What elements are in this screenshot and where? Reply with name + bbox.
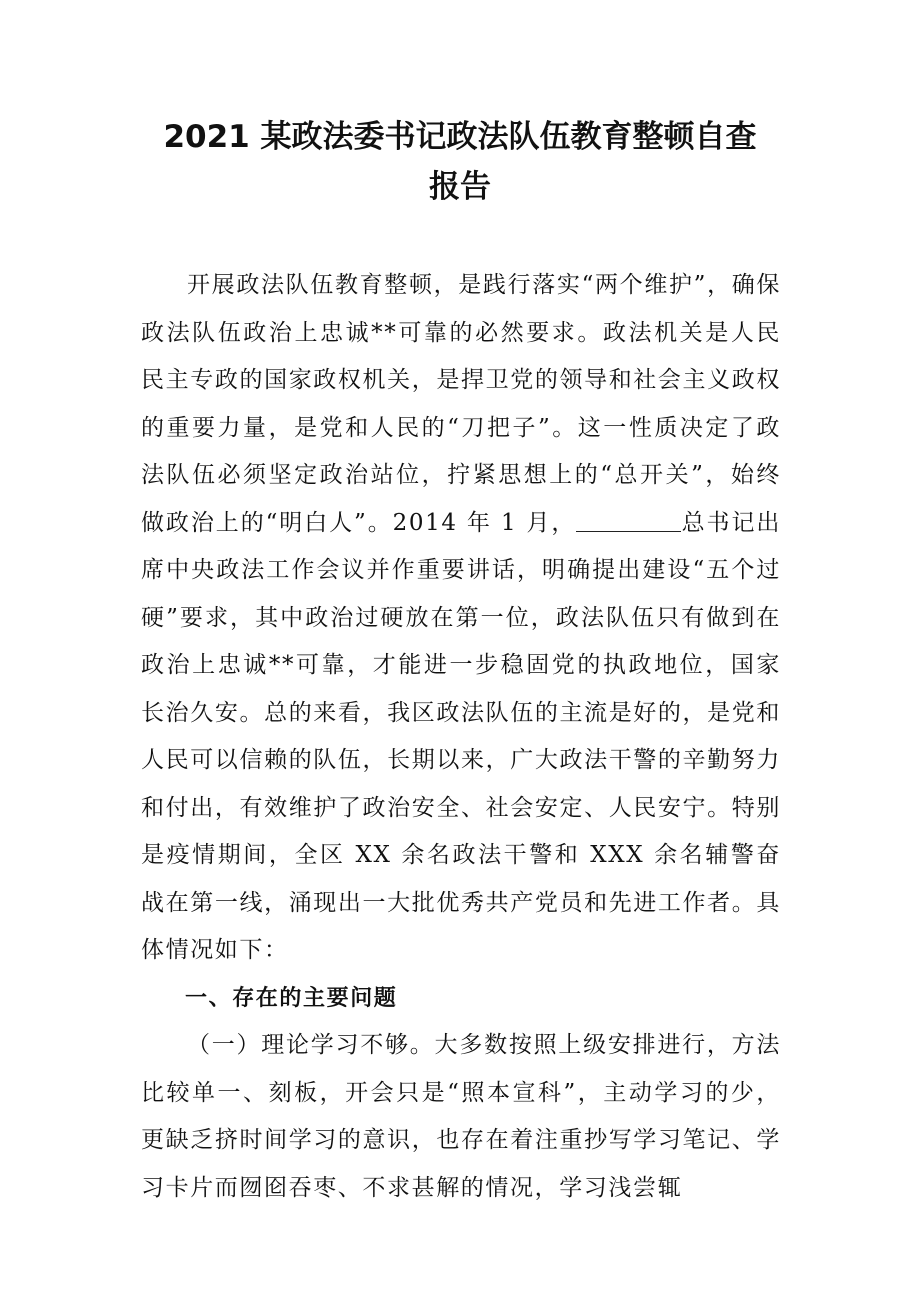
- section-1-heading: 一、存在的主要问题: [185, 985, 398, 1011]
- section-1-paragraph-1: （一）理论学习不够。大多数按照上级安排进行，方法比较单一、刻板，开会只是“照本宣科”，主动学习的少，更缺乏挤时间学习的意识，也存在着注重抄写学习笔记、学习卡片而囫囵吞枣、不求甚解的情况，学习浅尝辄: [141, 1032, 781, 1201]
- intro-text-part-1: 开展政法队伍教育整顿，是践行落实“两个维护”，确保政法队伍政治上忠诚**可靠的必然要求。政法机关是人民民主专政的国家政权机关，是捍卫党的领导和社会主义政权的重要力量，是党和人民的“刀把子”。这一性质决定了政法队伍必须坚定政治站位，拧紧思想上的“总开关”，始终做政治上的“明白人”。2014 年 1 月，: [141, 272, 781, 536]
- redacted-name-blank: [576, 509, 681, 532]
- intro-text-part-2: 总书记出席中央政法工作会议并作重要讲话，明确提出建设“五个过硬”要求，其中政治过硬放在第一位，政法队伍只有做到在政治上忠诚**可靠，才能进一步稳固党的执政地位，国家长治久安。总的来看，我区政法队伍的主流是好的，是党和人民可以信赖的队伍，长期以来，广大政法干警的辛勤努力和付出，有效维护了政治安全、社会安定、人民安宁。特别是疫情期间，全区 XX 余名政法干警和 XXX 余名辅警奋战在第一线，涌现出一大批优秀共产党员和先进工作者。具体情况如下：: [141, 509, 781, 963]
- document-title: [120, 112, 800, 212]
- title-line-2: 报告: [429, 169, 491, 205]
- intro-paragraph: [141, 262, 781, 975]
- document-body: [141, 262, 781, 1212]
- title-line-1: 2021 某政法委书记政法队伍教育整顿自查: [163, 119, 757, 155]
